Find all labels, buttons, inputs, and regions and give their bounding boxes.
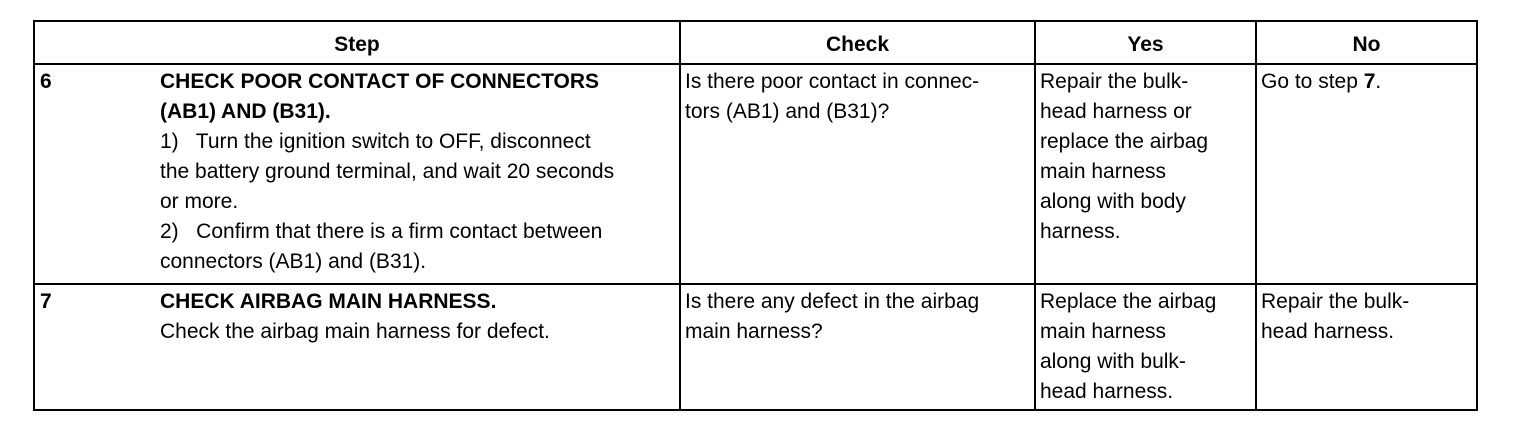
- header-step: Step: [34, 21, 680, 64]
- yes-text: replace the airbag: [1040, 130, 1209, 153]
- no-prefix: Go to step: [1261, 70, 1364, 93]
- check-cell: [680, 64, 1035, 284]
- yes-text: harness.: [1040, 220, 1121, 243]
- yes-text: head harness.: [1040, 380, 1174, 403]
- yes-text: head harness or: [1040, 100, 1192, 123]
- step-body: [160, 67, 675, 277]
- yes-text: main harness: [1040, 320, 1167, 343]
- no-text: [1261, 67, 1472, 97]
- yes-text: Repair the bulk-: [1040, 70, 1189, 93]
- no-suffix: .: [1375, 70, 1382, 93]
- check-text: main harness?: [685, 320, 823, 343]
- header-no: No: [1256, 21, 1477, 64]
- table-row: [34, 284, 1477, 410]
- yes-cell: [1035, 64, 1256, 284]
- no-text: Repair the bulk-: [1261, 290, 1410, 313]
- yes-text: along with bulk-: [1040, 350, 1186, 373]
- step-instruction: the battery ground terminal, and wait 20 seconds: [160, 160, 615, 183]
- table-row: [34, 64, 1477, 284]
- step-cell: [34, 64, 680, 284]
- step-instruction: connectors (AB1) and (B31).: [160, 250, 427, 273]
- step-number: 7: [40, 290, 52, 313]
- diagnostic-table: [33, 20, 1478, 411]
- step-title: CHECK AIRBAG MAIN HARNESS.: [160, 290, 497, 313]
- next-step-number: 7: [1363, 70, 1376, 93]
- step-cell: [34, 284, 680, 410]
- yes-cell: [1035, 284, 1256, 410]
- yes-text: along with body: [1040, 190, 1186, 213]
- check-text: Is there poor contact in connec-: [685, 70, 980, 93]
- step-instruction: or more.: [160, 190, 239, 213]
- check-text: tors (AB1) and (B31)?: [685, 100, 890, 123]
- yes-text: main harness: [1040, 160, 1167, 183]
- step-instruction: 1) Turn the ignition switch to OFF, disconnect: [160, 130, 591, 153]
- check-text: Is there any defect in the airbag: [685, 290, 980, 313]
- no-cell: [1256, 284, 1477, 410]
- step-title: (AB1) AND (B31).: [160, 100, 331, 123]
- yes-text: Replace the airbag: [1040, 290, 1217, 313]
- no-text: head harness.: [1261, 320, 1395, 343]
- step-title: CHECK POOR CONTACT OF CONNECTORS: [160, 70, 600, 93]
- check-cell: [680, 284, 1035, 410]
- header-yes: Yes: [1035, 21, 1256, 64]
- step-instruction: Check the airbag main harness for defect.: [160, 320, 550, 343]
- header-check: Check: [680, 21, 1035, 64]
- header-row: [34, 21, 1477, 64]
- no-cell: [1256, 64, 1477, 284]
- step-number: 6: [40, 70, 52, 93]
- step-instruction: 2) Confirm that there is a firm contact between: [160, 220, 603, 243]
- step-body: [160, 287, 675, 347]
